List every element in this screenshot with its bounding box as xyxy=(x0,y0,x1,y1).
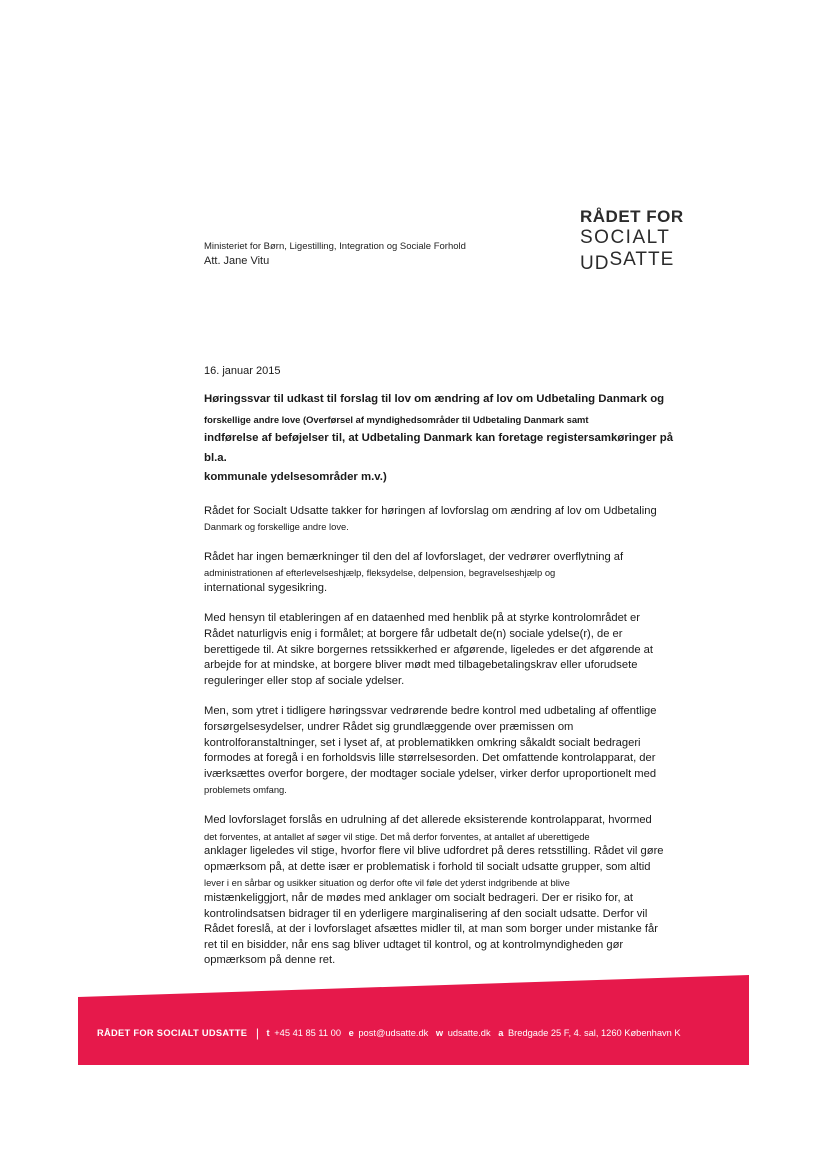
paragraph-line: mistænkeliggjort, når de mødes med anklager om socialt bedrageri. Der er risiko for, at xyxy=(204,891,634,904)
body-paragraph xyxy=(204,813,684,969)
paragraph-line: anklager ligeledes vil stige, hvorfor flere vil blive udfordret på deres retsstilling. Rådet vil gøre xyxy=(204,845,664,858)
paragraph-line: administrationen af efterlevelseshjælp, fleksydelse, delpension, begravelseshjælp og xyxy=(204,567,556,579)
paragraph-line: Rådet har ingen bemærkninger til den del af lovforslaget, der vedrører overflytning af xyxy=(204,550,624,563)
logo-line-1: RÅDET FOR xyxy=(580,207,684,226)
paragraph-line: Danmark og forskellige andre love. xyxy=(204,521,349,533)
footer-phone[interactable]: +45 41 85 11 00 xyxy=(274,1028,342,1038)
paragraph-line: Rådet naturligvis enig i formålet; at borgere får udbetalt de(n) sociale ydelse(r), de er xyxy=(204,628,623,641)
paragraph-line: opmærksom på denne ret. xyxy=(204,954,336,967)
footer-band-shape xyxy=(78,975,749,1065)
footer-org-name: RÅDET FOR SOCIALT UDSATTE xyxy=(97,1028,248,1038)
logo-line-3 xyxy=(580,249,684,274)
address-label: a xyxy=(498,1028,504,1038)
paragraph-line: opmærksom på, at dette især er problematisk i forhold til socialt udsatte grupper, som altid xyxy=(204,860,651,873)
body-paragraph xyxy=(204,504,684,535)
paragraph-line: kontrolindsatsen bidrager til en yderligere marginalisering af den socialt udsatte. Derfor vil xyxy=(204,907,648,920)
recipient-att: Att. Jane Vitu xyxy=(204,255,270,267)
logo-line-2: SOCIALT xyxy=(580,227,671,248)
body-paragraph xyxy=(204,704,684,798)
footer-band xyxy=(78,975,749,1065)
paragraph-line: reguleringer eller stop af sociale ydelser. xyxy=(204,674,405,687)
paragraph-line: problemets omfang. xyxy=(204,784,287,796)
paragraph-line: iværksættes overfor borgere, der modtager sociale ydelser, virker derfor uproportionelt med xyxy=(204,767,657,780)
recipient-ministry: Ministeriet for Børn, Ligestilling, Integration og Sociale Forhold xyxy=(204,241,466,252)
paragraph-line: Rådet foreslå, at der i lovforslaget afsættes midler til, at man som borger under mistanke får xyxy=(204,923,658,936)
paragraph-line: Men, som ytret i tidligere høringssvar vedrørende bedre kontrol med udbetaling af offentlige xyxy=(204,705,657,718)
footer-separator: | xyxy=(255,1026,259,1040)
paragraph-line: Rådet for Socialt Udsatte takker for høringen af lovforslag om ændring af lov om Udbetaling xyxy=(204,504,657,517)
web-label: w xyxy=(435,1028,444,1038)
body-paragraph xyxy=(204,550,684,597)
organization-logo xyxy=(580,207,684,274)
subject-line: Høringssvar til udkast til forslag til lov om ændring af lov om Udbetaling Danmark og xyxy=(204,393,665,405)
paragraph-line: Med lovforslaget forslås en udrulning af det allerede eksisterende kontrolapparat, hvormed xyxy=(204,814,652,826)
paragraph-line: Med hensyn til etableringen af en dataenhed med henblik på at styrke kontrolområdet er xyxy=(204,612,640,625)
phone-label: t xyxy=(266,1028,270,1038)
body-paragraph xyxy=(204,611,684,689)
paragraph-line: kontrolforanstaltninger, set i lyset af, at problematikken omkring såkaldt socialt bedrageri xyxy=(204,736,641,749)
recipient-block xyxy=(204,240,466,269)
paragraph-line: ret til en bisidder, når ens sag bliver udtaget til kontrol, og at kontrolmyndigheden gør xyxy=(204,938,624,951)
paragraph-line: det forventes, at antallet af søger vil stige. Det må derfor forventes, at antallet af uberettigede xyxy=(204,830,590,842)
footer-address: Bredgade 25 F, 4. sal, 1260 København K xyxy=(507,1028,681,1038)
paragraph-line: berettigede til. At sikre borgernes retssikkerhed er afgørende, ligeledes er det afgørende at xyxy=(204,643,653,656)
paragraph-line: forsørgelsesydelser, undrer Rådet sig grundlæggende over præmissen om xyxy=(204,721,574,734)
logo-line-3-suffix: SATTE xyxy=(609,249,675,270)
logo-line-3-prefix: UD xyxy=(580,253,610,274)
paragraph-line: formodes at foregå i en forholdsvis lille størrelsesorden. Det omfattende kontrolapparat, der xyxy=(204,752,656,765)
footer-website[interactable]: udsatte.dk xyxy=(447,1028,491,1038)
paragraph-line: international sygesikring. xyxy=(204,581,328,594)
subject-line: forskellige andre love (Overførsel af myndighedsområder til Udbetaling Danmark samt xyxy=(204,413,589,425)
email-label: e xyxy=(348,1028,354,1038)
footer-contact-line xyxy=(97,1025,737,1040)
letter-content xyxy=(204,364,684,984)
footer-email[interactable]: post@udsatte.dk xyxy=(358,1028,429,1038)
paragraph-line: arbejde for at mindske, at borgere bliver mødt med tilbagebetalingskrav eller uforudsete xyxy=(204,659,638,672)
paragraph-line: lever i en sårbar og usikker situation og derfor ofte vil føle det yderst indgribende at blive xyxy=(204,877,570,889)
subject-line: kommunale ydelsesområder m.v.) xyxy=(204,471,387,483)
subject-line: indførelse af beføjelser til, at Udbetaling Danmark kan foretage registersamkøringer på bl.a. xyxy=(204,432,674,464)
letter-date: 16. januar 2015 xyxy=(204,365,281,377)
letter-subject xyxy=(204,390,684,488)
